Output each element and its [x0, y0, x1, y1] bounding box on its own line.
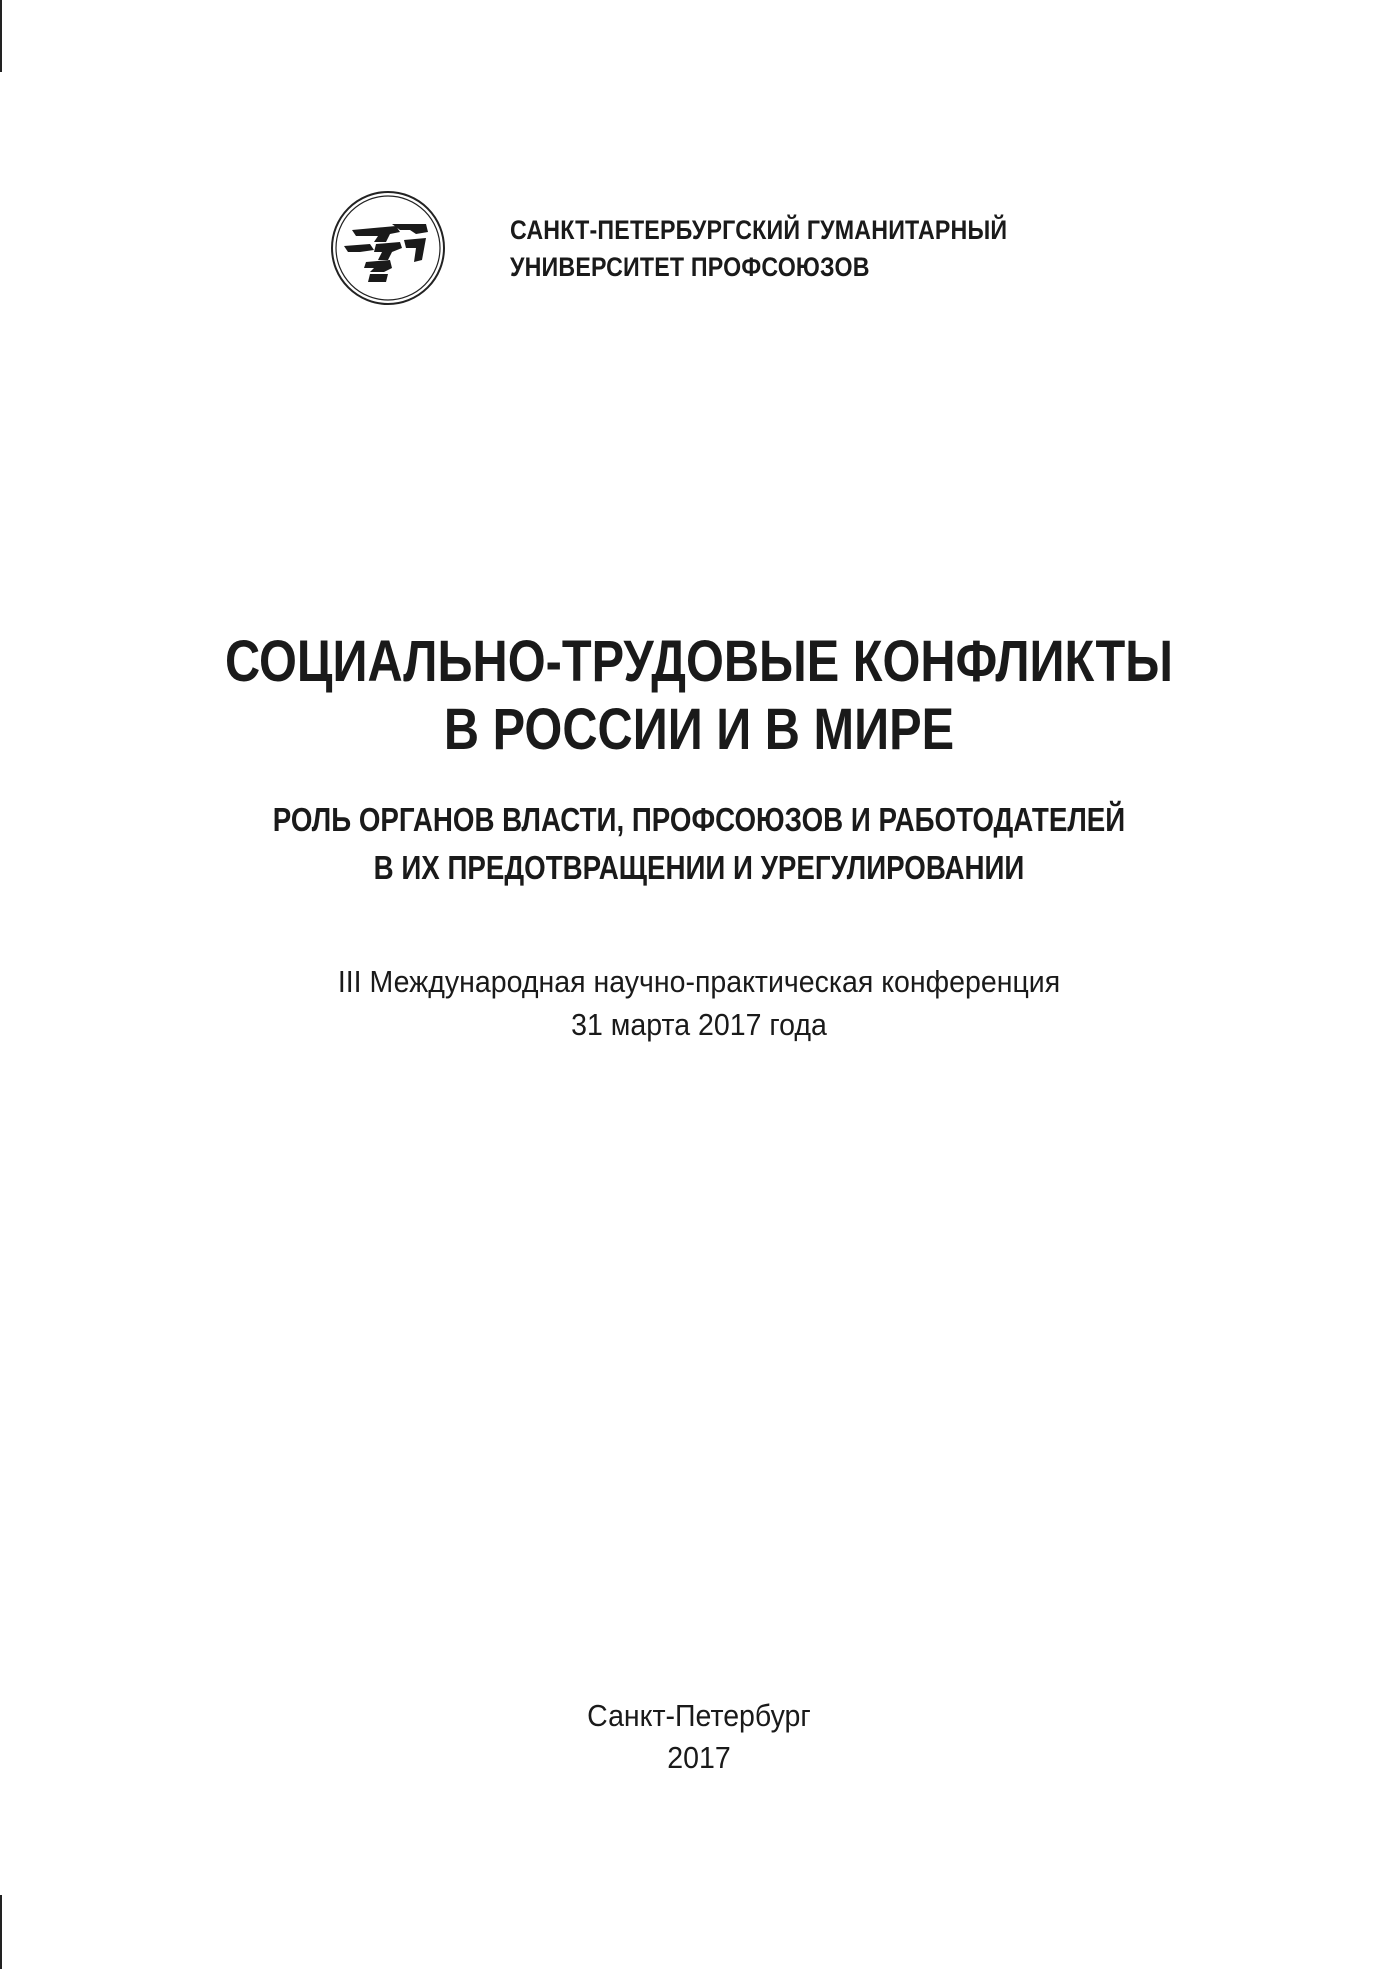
organization-name-line2: УНИВЕРСИТЕТ ПРОФСОЮЗОВ: [510, 252, 870, 282]
main-title: [0, 628, 1398, 764]
conference-name: III Международная научно-практическая конференция: [337, 964, 1061, 999]
conference-info: [0, 960, 1398, 1046]
subtitle-line1: РОЛЬ ОРГАНОВ ВЛАСТИ, ПРОФСОЮЗОВ И РАБОТОДАТЕЛЕЙ: [272, 801, 1126, 838]
publisher-header: [330, 190, 1130, 310]
organization-name-line1: САНКТ-ПЕТЕРБУРГСКИЙ ГУМАНИТАРНЫЙ: [510, 215, 1008, 245]
main-title-line1: СОЦИАЛЬНО-ТРУДОВЫЕ КОНФЛИКТЫ: [225, 629, 1173, 694]
conference-date: 31 марта 2017 года: [571, 1007, 827, 1042]
subtitle-line2: В ИХ ПРЕДОТВРАЩЕНИИ И УРЕГУЛИРОВАНИИ: [373, 849, 1025, 886]
organization-name: [510, 212, 1007, 286]
university-emblem-icon: [330, 190, 446, 306]
crop-mark-top: [0, 0, 2, 72]
imprint-year: 2017: [667, 1740, 731, 1775]
subtitle: [0, 796, 1398, 892]
crop-mark-bottom: [0, 1895, 2, 1969]
main-title-line2: В РОССИИ И В МИРЕ: [443, 697, 955, 762]
imprint-city: Санкт-Петербург: [587, 1698, 811, 1733]
imprint: [0, 1695, 1398, 1779]
